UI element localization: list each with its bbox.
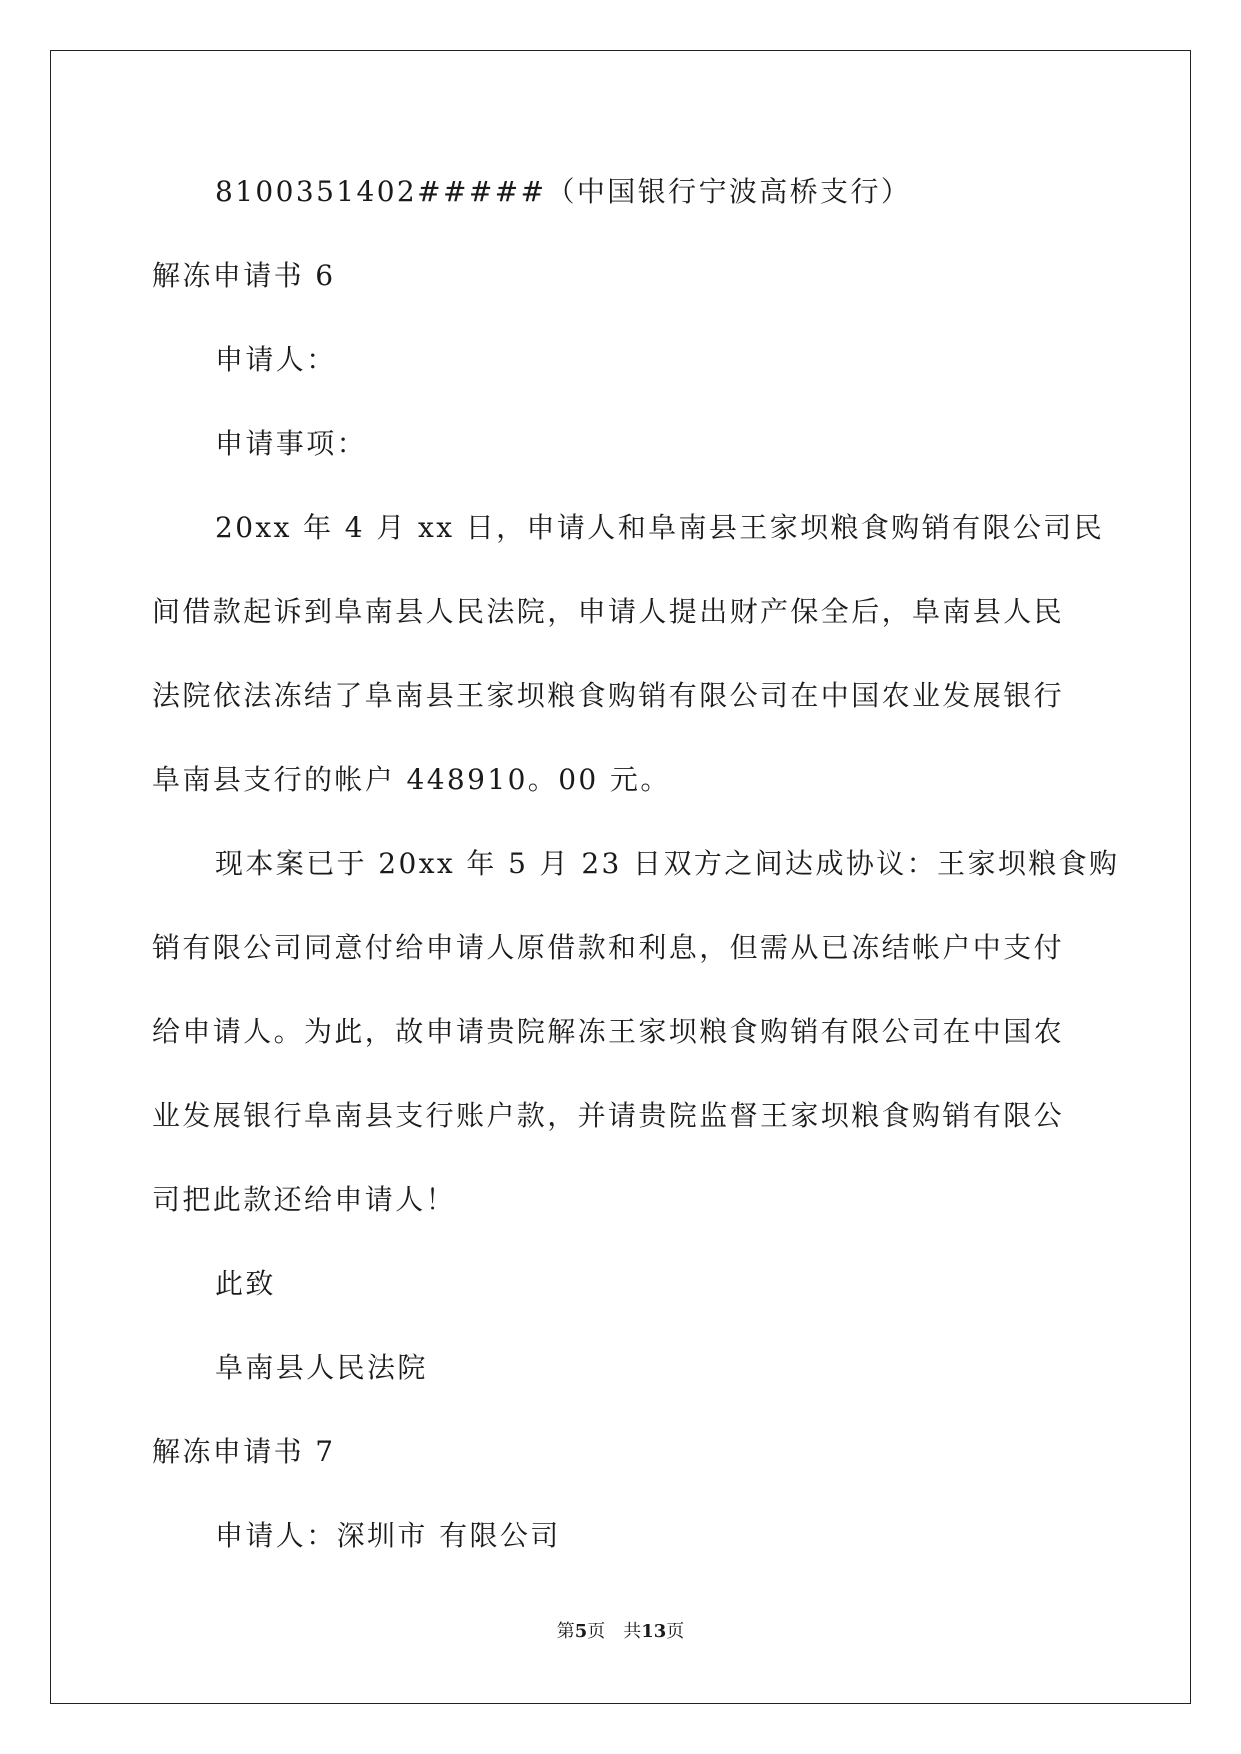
recipient-court: 阜南县人民法院 (215, 1351, 428, 1384)
applicant-company: 申请人：深圳市 有限公司 (215, 1519, 561, 1552)
footer-prefix: 第 (556, 1621, 575, 1642)
salutation: 此致 (215, 1267, 276, 1300)
applicant-label: 申请人： (215, 343, 337, 376)
section-heading-7: 解冻申请书 7 (152, 1435, 336, 1468)
body-paragraph-1-line-2: 间借款起诉到阜南县人民法院，申请人提出财产保全后，阜南县人民 (152, 595, 1065, 628)
body-paragraph-2-line-3: 给申请人。为此，故申请贵院解冻王家坝粮食购销有限公司在中国农 (152, 1015, 1065, 1048)
body-paragraph-1-line-1: 20xx 年 4 月 xx 日，申请人和阜南县王家坝粮食购销有限公司民 (215, 511, 1105, 544)
request-items-label: 申请事项： (215, 427, 368, 460)
section-heading-6: 解冻申请书 6 (152, 259, 336, 292)
body-paragraph-1-line-4: 阜南县支行的帐户 448910。00 元。 (152, 763, 671, 796)
footer-suffix: 页 (666, 1621, 685, 1642)
body-paragraph-2-line-1: 现本案已于 20xx 年 5 月 23 日双方之间达成协议：王家坝粮食购 (215, 847, 1120, 880)
account-line: 8100351402#####（中国银行宁波高桥支行） (215, 175, 912, 208)
body-paragraph-2-line-5: 司把此款还给申请人！ (152, 1183, 457, 1216)
body-paragraph-2-line-4: 业发展银行阜南县支行账户款，并请贵院监督王家坝粮食购销有限公 (152, 1099, 1065, 1132)
page-number-footer (0, 1620, 1241, 1644)
footer-middle: 页 共 (587, 1621, 642, 1642)
body-paragraph-1-line-3: 法院依法冻结了阜南县王家坝粮食购销有限公司在中国农业发展银行 (152, 679, 1065, 712)
body-paragraph-2-line-2: 销有限公司同意付给申请人原借款和利息，但需从已冻结帐户中支付 (152, 931, 1065, 964)
footer-current-page: 5 (574, 1621, 588, 1642)
footer-total-pages: 13 (641, 1621, 667, 1642)
